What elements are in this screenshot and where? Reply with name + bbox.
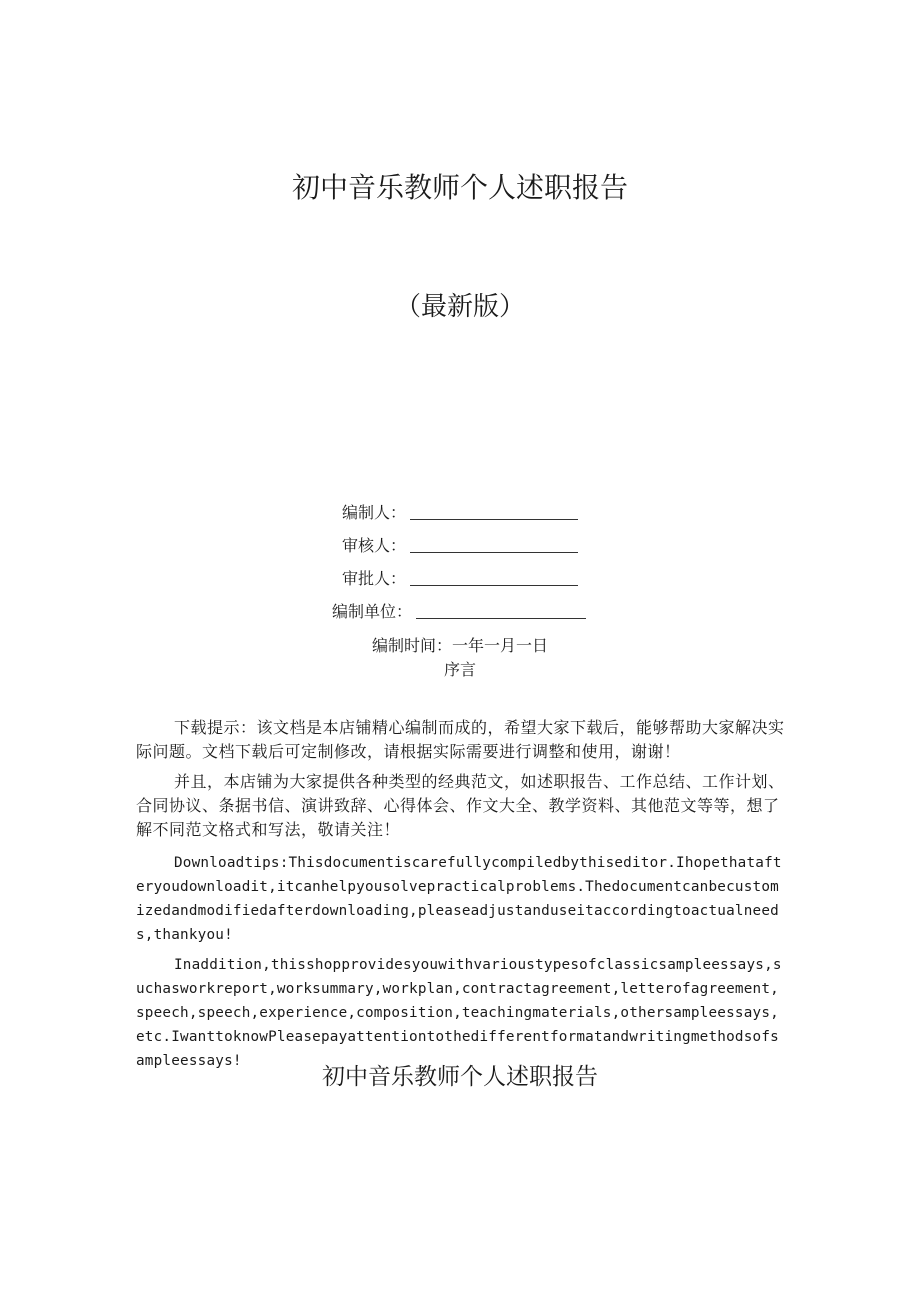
unit-label: 编制单位： [332,602,413,621]
body-title: 初中音乐教师个人述职报告 [322,1064,598,1090]
download-tip-chinese: 下载提示：该文档是本店铺精心编制而成的，希望大家下载后，能够帮助大家解决实际问题。文档下载后可定制修改，请根据实际需要进行调整和使用，谢谢！ [136,718,785,761]
addition-chinese: 并且，本店铺为大家提供各种类型的经典范文，如述职报告、工作总结、工作计划、合同协议、条据书信、演讲致辞、心得体会、作文大全、教学资料、其他范文等等，想了解不同范文格式和写法，敬请关注！ [136,772,785,839]
addition-english: Inaddition,thisshopprovidesyouwithvarioustypesofclassicsampleessays,suchasworkreport,worksummary,workplan,contractagreement,letterofagreement,speech,speech,experience,composition,teachingmaterials,othersampleessays,etc.IwanttoknowPleasepayattentiontothedifferentformatandwritingmethodsofsampleessays! [136,957,782,1069]
document-title: 初中音乐教师个人述职报告 [291,171,628,204]
compiler-field [342,502,578,524]
unit-blank-line [416,601,586,619]
download-tip-english: Downloadtips:Thisdocumentiscarefullycompiledbythiseditor.Ihopethatafteryoudownloadit,itcanhelpyousolvepracticalproblems.Thedocumentcanbecustomizedandmodifiedafterdownloading,pleaseadjustanduseitaccordingtoactualneeds,thankyou! [136,855,782,943]
unit-field [332,601,586,623]
approver-field [342,568,578,590]
reviewer-label: 审核人： [342,536,407,555]
compiler-blank-line [410,502,578,520]
document-subtitle: （最新版） [394,292,525,322]
compiler-label: 编制人： [342,503,407,522]
reviewer-blank-line [410,535,578,553]
approver-label: 审批人： [342,569,407,588]
compile-time: 编制时间：一年一月一日 [371,636,548,655]
reviewer-field [342,535,578,557]
preface-heading: 序言 [443,660,476,679]
approver-blank-line [410,568,578,586]
